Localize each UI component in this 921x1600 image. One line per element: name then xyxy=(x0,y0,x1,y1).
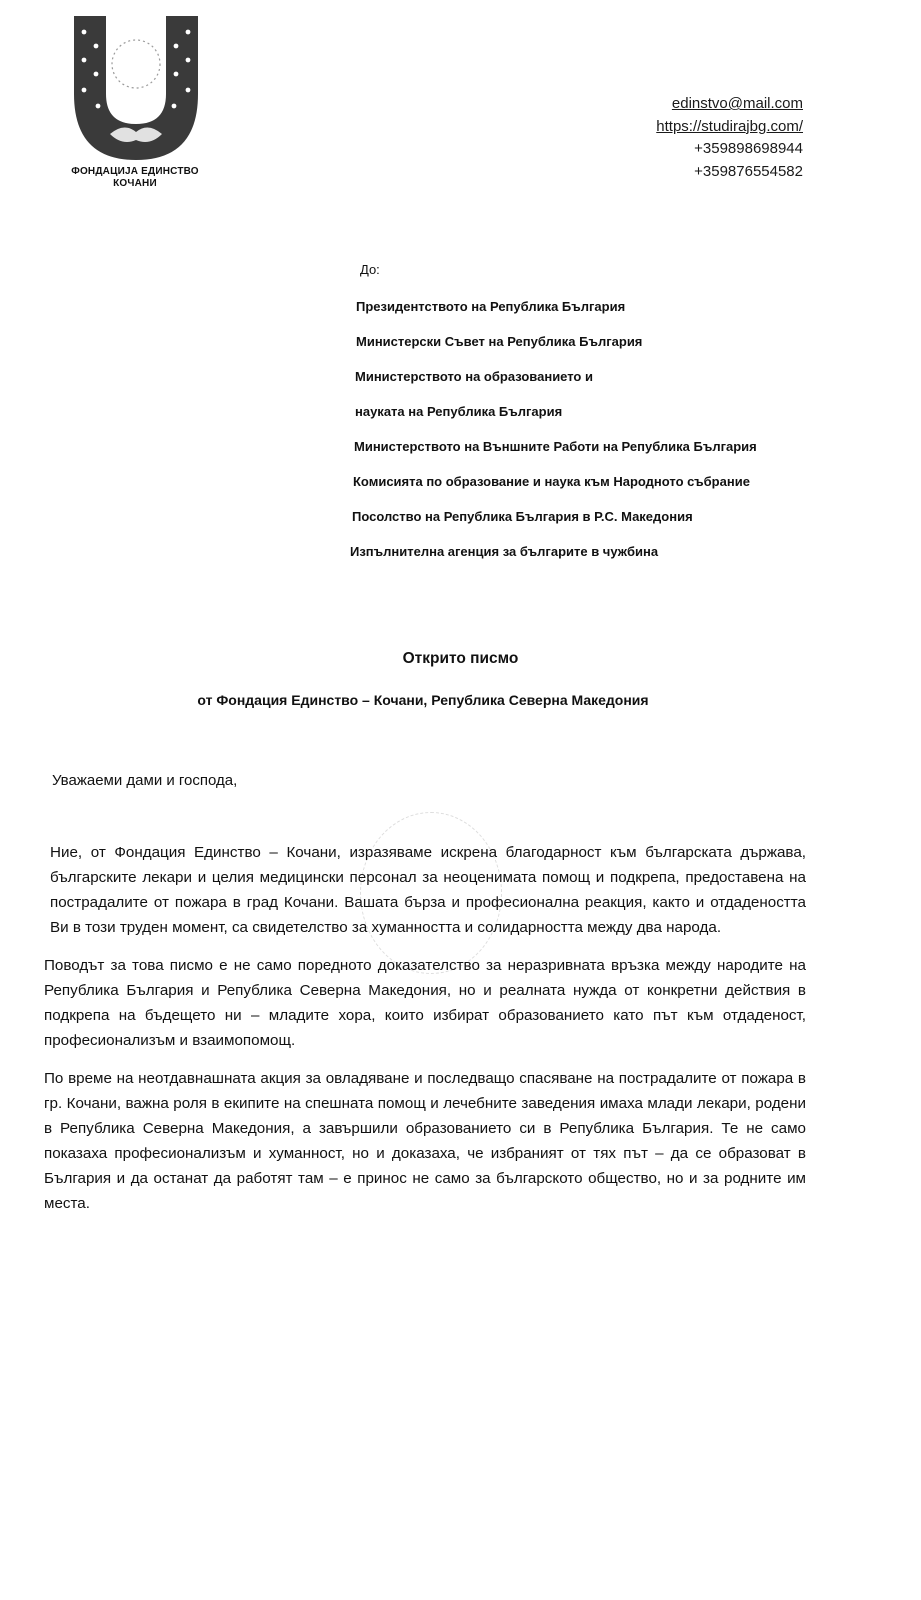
body-paragraph: Ние, от Фондация Единство – Кочани, изразяваме искрена благодарност към българската държава, българските лекари и целия медицински персонал за неоценимата помощ и подкрепа, предоставена на пострадалите от пожара в град Кочани. Вашата бърза и професионална реакция, както и отдадеността Ви в този труден момент, са свидетелство за хуманността и солидарността между два народа. xyxy=(50,844,806,936)
recipient-line: Министерски Съвет на Република България xyxy=(356,334,643,349)
recipient-line: Изпълнителна агенция за българите в чужбина xyxy=(350,544,659,559)
phone-2: +359876554582 xyxy=(694,162,803,180)
greeting: Уважаеми дами и господа, xyxy=(52,772,238,789)
handshake-emblem-icon xyxy=(66,12,206,162)
body-paragraph: Поводът за това писмо е не само поредното доказателство за неразривната връзка между народите на Република България и Република Северна Македония, но и реалната нужда от конкретни действия в подкрепа на бъдещето ни – младите хора, които избират образованието като път към отдаденост, професионализъм и взаимопомощ. xyxy=(44,957,806,1049)
letter-body xyxy=(44,840,806,1229)
recipient-line: Комисията по образование и наука към Народното събрание xyxy=(353,474,750,489)
foundation-logo xyxy=(60,12,210,190)
recipient-line: Министерството на образованието и xyxy=(355,369,593,384)
phone-1: +359898698944 xyxy=(694,140,803,157)
letter-subtitle: от Фондация Единство – Кочани, Република Северна Македония xyxy=(197,692,649,708)
org-name-line2: КОЧАНИ xyxy=(113,178,157,189)
recipient-line: Министерството на Външните Работи на Република България xyxy=(354,439,757,454)
letter-title: Открито писмо xyxy=(402,650,519,667)
recipient-line: Президентството на Република България xyxy=(356,299,626,314)
body-paragraph: По време на неотдавнашната акция за овладяване и последващо спасяване на пострадалите от пожара в гр. Кочани, важна роля в екипите на спешната помощ и лечебните заведения имаха млади лекари, родени в Република Северна Македония, а завършили образованието си в Република България. Те не само показаха професионализъм и хуманност, но и доказаха, че избраният от тях път – да се образоват в България и да останат да работят там – е принос не само за българското общество, но и за родните им места. xyxy=(44,1070,806,1212)
recipient-line: науката на Република България xyxy=(355,404,563,419)
addressee-block xyxy=(352,262,757,569)
contact-block xyxy=(656,93,803,183)
to-label: До: xyxy=(360,262,380,277)
recipient-line: Посолство на Република България в Р.С. Македония xyxy=(352,509,693,524)
email-link[interactable]: edinstvo@mail.com xyxy=(671,95,803,112)
website-link[interactable]: https://studirajbg.com/ xyxy=(656,117,803,135)
org-name-line1: ФОНДАЦИЈА ЕДИНСТВО xyxy=(71,166,199,177)
